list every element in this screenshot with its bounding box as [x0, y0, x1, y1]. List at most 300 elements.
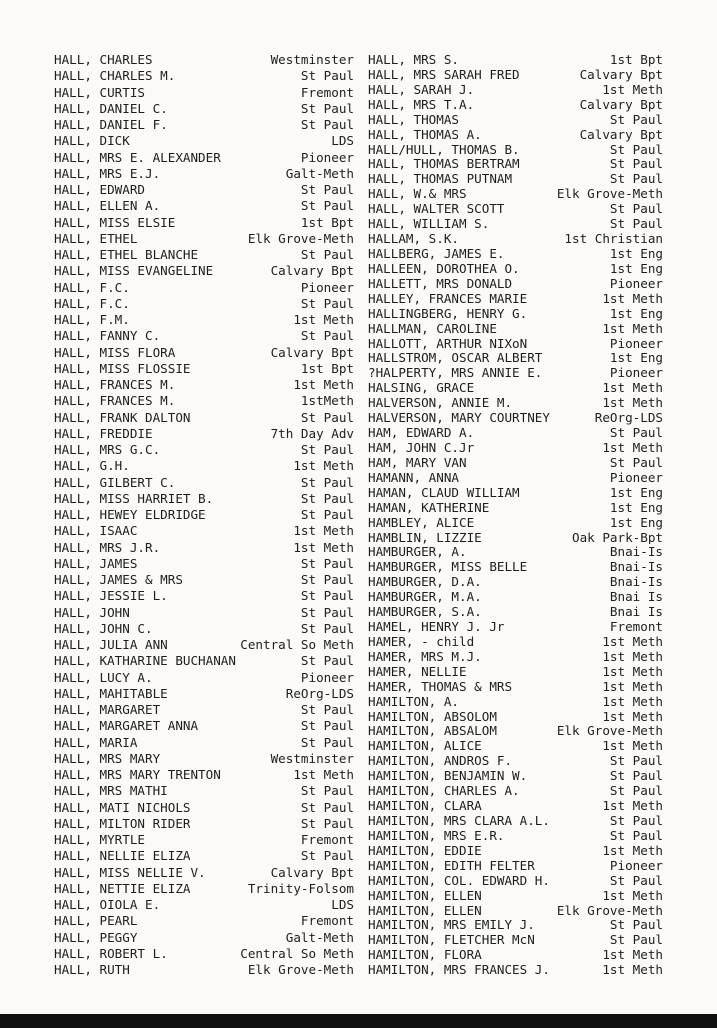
entry-name: HALL, MRS SARAH FRED: [368, 66, 520, 82]
list-item: [368, 515, 663, 530]
list-item: [54, 263, 354, 278]
entry-name: HALL, CURTIS: [54, 84, 145, 100]
entry-church: 1st Meth: [602, 380, 663, 396]
list-item: [54, 377, 354, 392]
entry-name: HALL, ELLEN A.: [54, 198, 161, 214]
entry-name: HALLAM, S.K.: [368, 231, 459, 246]
list-item: [368, 276, 663, 291]
list-item: [368, 753, 663, 768]
list-item: [54, 913, 354, 928]
entry-church: 1st Eng: [609, 245, 663, 261]
list-item: [54, 85, 354, 100]
list-item: [368, 365, 663, 380]
entry-church: 1st Bpt: [300, 360, 354, 376]
entry-name: HALL, ROBERT L.: [54, 945, 168, 961]
list-item: [54, 182, 354, 197]
list-item: [54, 540, 354, 555]
entry-name: HAMILTON, CHARLES A.: [368, 783, 520, 799]
list-item: [54, 442, 354, 457]
entry-name: HALL, MISS HARRIET B.: [54, 490, 214, 506]
entry-name: HAMILTON, FLETCHER McN: [368, 932, 535, 948]
list-item: [368, 142, 663, 157]
list-item: [54, 393, 354, 408]
entry-name: HALL, FREDDIE: [54, 425, 153, 441]
list-item: [368, 843, 663, 858]
entry-name: HALL, EDWARD: [54, 182, 145, 197]
list-item: [54, 881, 354, 896]
entry-name: HALL, MISS EVANGELINE: [54, 263, 214, 279]
entry-name: HAMILTON, EDITH FELTER: [368, 857, 535, 873]
list-item: [368, 186, 663, 201]
entry-name: ?HALPERTY, MRS ANNIE E.: [368, 365, 543, 381]
list-item: [54, 621, 354, 636]
list-item: [54, 507, 354, 522]
entry-name: HALL, MRS S.: [368, 52, 459, 67]
entry-church: Bnai Is: [609, 604, 663, 620]
list-item: [54, 166, 354, 181]
list-item: [368, 455, 663, 470]
entry-name: HALL, MISS NELLIE V.: [54, 864, 206, 880]
entry-name: HAMILTON, CLARA: [368, 798, 482, 814]
entry-church: St Paul: [300, 247, 354, 262]
entry-name: HAMILTON, COL. EDWARD H.: [368, 872, 550, 888]
entry-name: HAMILTON, MRS EMILY J.: [368, 917, 535, 933]
entry-church: St Paul: [300, 572, 354, 587]
entry-church: Bnai Is: [609, 589, 663, 605]
entry-name: HALL, THOMAS: [368, 111, 459, 127]
entry-name: HALL, MISS ELSIE: [54, 214, 176, 230]
entry-name: HALL, MATI NICHOLS: [54, 799, 191, 815]
entry-name: HAMBURGER, MISS BELLE: [368, 559, 528, 575]
list-item: [54, 800, 354, 815]
entry-church: St Paul: [300, 555, 354, 571]
entry-name: HALL, KATHARINE BUCHANAN: [54, 653, 236, 669]
entry-name: HAM, MARY VAN: [368, 454, 467, 470]
entry-church: 1st Eng: [609, 499, 663, 515]
list-item: [54, 865, 354, 880]
entry-name: HAMILTON, ABSALOM: [368, 723, 497, 739]
entry-church: St Paul: [300, 295, 354, 311]
entry-church: 1st Meth: [293, 458, 354, 474]
entry-church: St Paul: [300, 734, 354, 750]
entry-name: HALLINGBERG, HENRY G.: [368, 305, 528, 321]
list-item: [368, 52, 663, 67]
list-item: [368, 574, 663, 589]
list-item: [368, 858, 663, 873]
entry-name: HALL, MARGARET: [54, 702, 161, 717]
list-item: [368, 604, 663, 619]
entry-church: 1st Eng: [609, 514, 663, 530]
entry-church: Elk Grove-Meth: [556, 186, 663, 202]
entry-name: HALL, GILBERT C.: [54, 474, 176, 490]
entry-church: 1st Eng: [609, 305, 663, 321]
entry-church: St Paul: [300, 783, 354, 799]
list-item: [368, 530, 663, 545]
list-item: [54, 816, 354, 831]
entry-name: HALL, DICK: [54, 133, 130, 149]
entry-name: HALL, MRS G.C.: [54, 442, 161, 457]
entry-church: 1st Meth: [293, 312, 354, 327]
list-item: [368, 932, 663, 947]
list-item: [54, 653, 354, 668]
entry-name: HALL, FRANCES M.: [54, 377, 176, 392]
list-item: [368, 425, 663, 440]
list-item: [54, 897, 354, 912]
entry-church: St Paul: [300, 507, 354, 522]
entry-church: Elk Grove-Meth: [556, 902, 663, 918]
entry-church: St Paul: [300, 620, 354, 636]
entry-name: HAMILTON, ELLEN: [368, 887, 482, 903]
list-item: [54, 247, 354, 262]
entry-church: ReOrg-LDS: [285, 685, 354, 701]
entry-church: Calvary Bpt: [579, 66, 663, 82]
entry-church: 1st Christian: [564, 231, 663, 246]
entry-church: St Paul: [609, 171, 663, 187]
entry-church: St Paul: [300, 198, 354, 214]
entry-name: HALL, MARIA: [54, 734, 138, 750]
entry-name: HALL, DANIEL F.: [54, 117, 168, 132]
list-item: [368, 903, 663, 918]
entry-church: Westminster: [270, 52, 354, 67]
list-item: [368, 589, 663, 604]
entry-church: ReOrg-LDS: [594, 410, 663, 426]
list-item: [54, 68, 354, 83]
list-item: [368, 246, 663, 261]
list-item: [368, 127, 663, 142]
entry-name: HAMILTON, MRS FRANCES J.: [368, 962, 550, 978]
entry-church: 1st Bpt: [609, 52, 663, 67]
entry-name: HAMER, MRS M.J.: [368, 648, 482, 664]
entry-church: St Paul: [300, 815, 354, 831]
list-item: [368, 649, 663, 664]
entry-name: HALL, FRANK DALTON: [54, 409, 191, 425]
entry-name: HALL, F.C.: [54, 279, 130, 295]
entry-name: HALL, FANNY C.: [54, 328, 161, 344]
entry-church: St Paul: [300, 799, 354, 815]
entry-name: HALL, W.& MRS: [368, 186, 467, 202]
list-item: [368, 619, 663, 634]
entry-church: St Paul: [609, 753, 663, 769]
list-item: [368, 813, 663, 828]
entry-name: HAMBURGER, M.A.: [368, 589, 482, 605]
entry-church: Calvary Bpt: [270, 344, 354, 360]
list-item: [368, 112, 663, 127]
entry-church: 1st Meth: [602, 708, 663, 724]
list-item: [368, 828, 663, 843]
list-item: [54, 702, 354, 717]
entry-name: HALL, MARGARET ANNA: [54, 718, 199, 734]
entry-church: St Paul: [609, 813, 663, 828]
entry-name: HAMILTON, BENJAMIN W.: [368, 768, 528, 784]
list-item: [54, 572, 354, 587]
list-item: [54, 605, 354, 620]
list-item: [368, 485, 663, 500]
list-item: [368, 216, 663, 231]
entry-church: Galt-Meth: [285, 929, 354, 945]
list-item: [368, 888, 663, 903]
list-item: [368, 947, 663, 962]
list-item: [368, 634, 663, 649]
entry-name: HALL, G.H.: [54, 458, 130, 474]
entry-name: HALL, SARAH J.: [368, 81, 475, 97]
list-item: [54, 280, 354, 295]
entry-church: St Paul: [609, 201, 663, 217]
entry-name: HALLSTROM, OSCAR ALBERT: [368, 350, 543, 366]
entry-name: HAM, EDWARD A.: [368, 425, 475, 440]
entry-name: HALL, THOMAS PUTNAM: [368, 171, 513, 187]
list-item: [54, 231, 354, 246]
list-item: [54, 312, 354, 327]
entry-church: Pioneer: [609, 469, 663, 485]
entry-church: Calvary Bpt: [270, 263, 354, 279]
entry-church: 1st Meth: [602, 290, 663, 306]
entry-church: 1st Meth: [602, 947, 663, 963]
entry-name: HALL, PEARL: [54, 913, 138, 929]
entry-name: HAMILTON, ELLEN: [368, 902, 482, 918]
list-item: [368, 783, 663, 798]
entry-church: Elk Grove-Meth: [247, 230, 354, 246]
entry-church: 1st Meth: [602, 738, 663, 754]
entry-church: 1st Meth: [602, 81, 663, 97]
entry-church: St Paul: [609, 932, 663, 948]
entry-church: St Paul: [300, 604, 354, 620]
entry-name: HAMAN, CLAUD WILLIAM: [368, 484, 520, 500]
entry-church: St Paul: [300, 848, 354, 864]
entry-church: LDS: [331, 897, 354, 912]
list-item: [368, 97, 663, 112]
entry-church: 1st Meth: [602, 648, 663, 664]
entry-name: HALL, JESSIE L.: [54, 588, 168, 604]
list-item: [368, 544, 663, 559]
entry-name: HALL, MRS E.J.: [54, 165, 161, 181]
entry-name: HALVERSON, ANNIE M.: [368, 395, 513, 411]
entry-church: Pioneer: [609, 857, 663, 873]
entry-church: Calvary Bpt: [270, 864, 354, 880]
entry-name: HAMILTON, A.: [368, 693, 459, 709]
entry-church: St Paul: [300, 490, 354, 506]
entry-name: HAMER, NELLIE: [368, 663, 467, 679]
entry-church: 1st Meth: [293, 377, 354, 392]
entry-name: HALL, MRS J.R.: [54, 539, 161, 555]
list-item: [368, 470, 663, 485]
entry-church: 1st Bpt: [300, 214, 354, 230]
list-item: [54, 215, 354, 230]
entry-church: 1st Eng: [609, 260, 663, 276]
list-item: [368, 559, 663, 574]
entry-church: St Paul: [609, 783, 663, 799]
list-item: [368, 679, 663, 694]
list-item: [54, 523, 354, 538]
right-column: [368, 52, 663, 977]
entry-church: St Paul: [300, 588, 354, 604]
entry-name: HALL, OIOLA E.: [54, 897, 161, 912]
entry-church: St Paul: [609, 216, 663, 232]
list-item: [368, 171, 663, 186]
entry-church: Bnai-Is: [609, 574, 663, 590]
entry-church: Central So Meth: [240, 637, 354, 652]
entry-name: HAMER, THOMAS & MRS: [368, 678, 513, 694]
entry-church: 1st Meth: [293, 523, 354, 539]
list-item: [54, 751, 354, 766]
entry-church: Central So Meth: [240, 945, 354, 961]
entry-name: HALL, DANIEL C.: [54, 100, 168, 116]
entry-name: HALL, WALTER SCOTT: [368, 201, 505, 217]
list-item: [54, 930, 354, 945]
entry-church: St Paul: [609, 768, 663, 784]
entry-church: St Paul: [609, 454, 663, 470]
entry-name: HALL, F.M.: [54, 312, 130, 327]
list-item: [54, 328, 354, 343]
list-item: [368, 291, 663, 306]
entry-name: HAMILTON, ABSOLOM: [368, 708, 497, 724]
entry-name: HALLEEN, DOROTHEA O.: [368, 260, 520, 276]
list-item: [54, 458, 354, 473]
entry-church: Bnai-Is: [609, 559, 663, 575]
entry-name: HALL, JULIA ANN: [54, 637, 168, 652]
entry-name: HALL, MISS FLOSSIE: [54, 360, 191, 376]
entry-name: HALL, NELLIE ELIZA: [54, 848, 191, 864]
list-item: [368, 500, 663, 515]
entry-church: Pioneer: [300, 149, 354, 165]
entry-church: Bnai-Is: [609, 544, 663, 560]
entry-name: HALL, THOMAS BERTRAM: [368, 156, 520, 172]
entry-church: 1st Eng: [609, 484, 663, 500]
entry-church: St Paul: [300, 409, 354, 425]
list-item: [54, 735, 354, 750]
entry-church: Galt-Meth: [285, 165, 354, 181]
entry-church: St Paul: [609, 872, 663, 888]
list-item: [54, 296, 354, 311]
entry-name: HAMEL, HENRY J. Jr: [368, 619, 505, 634]
entry-church: St Paul: [300, 68, 354, 84]
entry-name: HAMBURGER, D.A.: [368, 574, 482, 590]
list-item: [368, 723, 663, 738]
entry-church: 1st Meth: [602, 320, 663, 336]
list-item: [368, 664, 663, 679]
entry-church: St Paul: [300, 328, 354, 344]
entry-name: HALVERSON, MARY COURTNEY: [368, 410, 550, 426]
list-item: [54, 101, 354, 116]
entry-church: 7th Day Adv: [270, 425, 354, 441]
list-item: [368, 768, 663, 783]
list-item: [54, 426, 354, 441]
list-item: [54, 198, 354, 213]
entry-name: HALL, MRS E. ALEXANDER: [54, 149, 221, 165]
entry-church: St Paul: [300, 442, 354, 457]
entry-church: 1st Meth: [602, 798, 663, 814]
scan-edge-bar: [0, 1014, 717, 1028]
entry-name: HAMBLIN, LIZZIE: [368, 529, 482, 545]
list-item: [368, 156, 663, 171]
entry-church: Pioneer: [609, 275, 663, 291]
entry-church: St Paul: [300, 653, 354, 669]
list-item: [54, 475, 354, 490]
entry-church: 1st Eng: [609, 350, 663, 366]
entry-name: HALL, MRS MARY TRENTON: [54, 767, 221, 782]
list-item: [368, 321, 663, 336]
entry-church: St Paul: [609, 827, 663, 843]
list-item: [368, 380, 663, 395]
entry-church: 1st Meth: [602, 663, 663, 679]
entry-name: HAMBLEY, ALICE: [368, 514, 475, 530]
list-item: [54, 848, 354, 863]
list-item: [54, 962, 354, 977]
entry-name: HALLMAN, CAROLINE: [368, 320, 497, 336]
entry-name: HALLETT, MRS DONALD: [368, 275, 513, 291]
entry-name: HAMAN, KATHERINE: [368, 499, 490, 515]
entry-name: HALL, LUCY A.: [54, 669, 153, 685]
list-item: [54, 150, 354, 165]
list-item: [54, 556, 354, 571]
entry-name: HALL, JOHN C.: [54, 620, 153, 636]
entry-church: Calvary Bpt: [579, 96, 663, 112]
entry-name: HAMER, - child: [368, 633, 475, 649]
entry-name: HALLOTT, ARTHUR NIXoN: [368, 335, 528, 351]
entry-church: 1st Meth: [293, 767, 354, 782]
entry-church: Pioneer: [300, 669, 354, 685]
entry-name: HAMILTON, ANDROS F.: [368, 753, 513, 769]
list-item: [368, 261, 663, 276]
list-item: [54, 588, 354, 603]
list-item: [54, 491, 354, 506]
list-item: [54, 686, 354, 701]
entry-church: 1st Meth: [602, 887, 663, 903]
list-item: [368, 306, 663, 321]
list-item: [368, 873, 663, 888]
list-item: [368, 201, 663, 216]
entry-church: Pioneer: [609, 335, 663, 351]
list-item: [368, 350, 663, 365]
entry-church: Oak Park-Bpt: [572, 529, 663, 545]
entry-name: HAM, JOHN C.Jr: [368, 439, 475, 455]
entry-church: 1st Meth: [602, 439, 663, 455]
entry-name: HAMANN, ANNA: [368, 469, 459, 485]
entry-church: Trinity-Folsom: [247, 880, 354, 896]
entry-name: HALL, ETHEL BLANCHE: [54, 247, 199, 262]
entry-church: 1st Meth: [602, 678, 663, 694]
list-item: [54, 767, 354, 782]
entry-name: HALL, FRANCES M.: [54, 393, 176, 409]
list-item: [368, 694, 663, 709]
entry-church: St Paul: [300, 117, 354, 132]
entry-name: HALL, MRS MATHI: [54, 783, 168, 799]
entry-name: HALL, ETHEL: [54, 230, 138, 246]
entry-church: St Paul: [609, 917, 663, 933]
entry-name: HALL, PEGGY: [54, 929, 138, 945]
entry-name: HAMILTON, ALICE: [368, 738, 482, 754]
list-item: [368, 709, 663, 724]
entry-church: LDS: [331, 133, 354, 149]
entry-church: Fremont: [300, 913, 354, 929]
entry-name: HALL, RUTH: [54, 962, 130, 977]
entry-church: St Paul: [609, 425, 663, 440]
entry-name: HALSING, GRACE: [368, 380, 475, 396]
entry-name: HALL, WILLIAM S.: [368, 216, 490, 232]
entry-name: HALL, JAMES & MRS: [54, 572, 183, 587]
entry-name: HALL/HULL, THOMAS B.: [368, 141, 520, 157]
entry-church: St Paul: [300, 718, 354, 734]
entry-name: HALLEY, FRANCES MARIE: [368, 290, 528, 306]
entry-church: St Paul: [609, 111, 663, 127]
list-item: [54, 133, 354, 148]
entry-church: 1st Meth: [293, 539, 354, 555]
entry-church: St Paul: [609, 156, 663, 172]
entry-name: HALL, JAMES: [54, 555, 138, 571]
entry-name: HALL, MYRTLE: [54, 832, 145, 847]
list-item: [368, 962, 663, 977]
entry-church: 1st Meth: [602, 395, 663, 411]
entry-church: 1stMeth: [300, 393, 354, 409]
